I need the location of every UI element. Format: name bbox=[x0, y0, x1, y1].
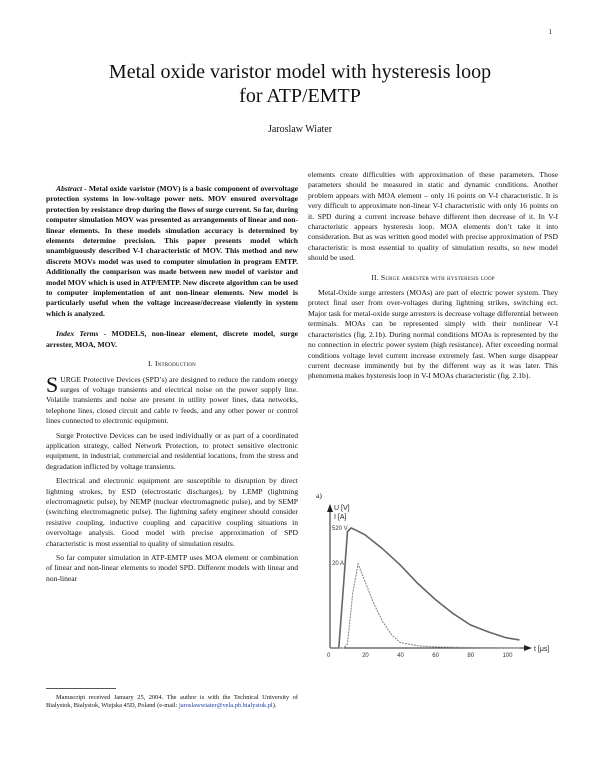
abstract-text: Metal oxide varistor (MOV) is a basic component of overvoltage protection systems in low-voltage power nets. MOV ensured overvoltage protection by resistance drop during the flows of surge current. So far, during computer simulation MOV was presented as arrangements of linear and non-linear elements. In these models simulation accuracy is determined by elements determine precision. This paper presents model which unambiguously described V-I characteristic of MOV. This method and new discrete MOVs model was used to computer simulation in program EMTP. Additionally the comparison was made between new model of varistor and model MOV which is used in ATP/EMTP. New discrete algorithm can be used to computer implementation of ant non-linear elements. New model is particularly useful when the voltage increase/decrease violently in system which is analyzed. bbox=[46, 184, 298, 318]
section-1-heading: I. Introduction bbox=[148, 359, 196, 369]
y-axis-label-voltage: U [V] bbox=[334, 505, 350, 512]
author-email-link[interactable]: jaroslawwiater@vela.pb.bialystok.pl bbox=[178, 702, 273, 710]
footnote: Manuscript received January 25, 2004. The author is with the Technical University of Bialystok, Bialystok, Wiejska 45D, Poland (e-mail: jaroslawwiater@vela.pb.bialystok.pl). bbox=[46, 694, 298, 710]
right-paragraph-2: Metal-Oxide surge arresters (MOAs) are part of electric power system. They protect final user from over-voltages during lightning strikes, switching ect. Major task for metal-oxide surge arresters is decrease voltage differential between terminals. MOAs can be represented simply with their nonlinear V-I characteristics (fig. 2.1b). During normal conditions MOAs is represented by the no connection in electric power system (high resistance). After exceeding normal conditions voltage level current increase extremely fast. When surge disappear current decrease imminently but by the different way as it was later. This phenomena makes hysteresis loop in V-I MOAs characteristic (fig. 2.1b). bbox=[308, 288, 558, 381]
index-terms-text: MODELS, non-linear element, discrete model, surge arrester, MOA, MOV. bbox=[46, 329, 298, 349]
page-number: 1 bbox=[548, 28, 552, 36]
left-column bbox=[46, 184, 298, 584]
intro-paragraph-2: Surge Protective Devices can be used individually or as part of a coordinated application strategy, called Network Protection, to protect sensitive electronic equipment, in industrial, commercial and residential locations, from the stress and degradation inflicted by voltage transients. bbox=[46, 430, 298, 471]
x-tick-label: 80 bbox=[467, 653, 475, 659]
intro-paragraph-3: Electrical and electronic equipment are susceptible to disruption by direct lightning strokes, by ESD (electrostatic discharges), by LEMP (lightning electromagnetic pulse), by NEMP (nuclear electromagnetic pulse), and by SEMP (switching electromagnetic pulse). The lightning safety engineer should consider resistive coupling, inductive coupling and capacitive coupling situations in overvoltage analysis. Good model with precise approximation of SPD characteristic is most essential to quality of simulation results. bbox=[46, 476, 298, 548]
x-tick-label: 20 bbox=[362, 653, 369, 659]
drop-cap: S bbox=[46, 371, 59, 397]
title-line-2: for ATP/EMTP bbox=[239, 85, 361, 107]
footnote-divider bbox=[46, 688, 116, 689]
y-tick-voltage: 520 V bbox=[332, 526, 348, 532]
section-2-heading: II. Surge arrester with hysteresis loop bbox=[371, 272, 495, 282]
abstract-label: Abstract - bbox=[56, 184, 87, 193]
y-axis-label-current: I [A] bbox=[334, 514, 347, 521]
abstract bbox=[46, 184, 298, 319]
intro-paragraph-1: SURGE Protective Devices (SPD’s) are designed to reduce the random energy surges of voltage transients and electrical noise on the power supply line. Volatile transients and noise are present in utility power lines, data networks, telephone lines, closed circuit and cable tv feeds, and any other power or control lines connected to electronic equipment. bbox=[46, 371, 298, 426]
x-tick-label: 60 bbox=[432, 653, 439, 659]
paper-title bbox=[0, 60, 600, 108]
y-tick-current: 20 A bbox=[332, 561, 345, 567]
surge-waveform-figure bbox=[318, 500, 562, 665]
index-terms bbox=[46, 329, 298, 350]
figure-panel-label: a) bbox=[316, 491, 322, 500]
author-name: Jaroslaw Wiater bbox=[267, 124, 333, 135]
intro-paragraph-4: So far computer simulation in ATP-EMTP uses MOA element or combination of linear and non-linear elements to model SPD. Different models with linear and non-linear bbox=[46, 553, 298, 583]
x-axis-label: t [μs] bbox=[534, 646, 550, 653]
x-tick-label: 0 bbox=[327, 653, 331, 659]
title-line-1: Metal oxide varistor model with hysteresis loop bbox=[108, 61, 492, 83]
right-paragraph-1: elements create difficulties with approximation of these parameters. Those parameters should be measured in static and dynamic conditions. Another problem appears with MOA element – only 16 points on V-I characteristic. It is very difficult to approximate non-linear V-I characteristic with only 16 points on it. SPD during a current increase behave different then decrease of it. In V-I characteristic appears hysteresis loop. MOA elements don’t take it into consideration. But as was written good model with precise approximation of PSD characteristic is most essential to quality of simulation results, so new model should be used. bbox=[308, 170, 558, 263]
x-tick-label: 40 bbox=[397, 653, 404, 659]
right-column bbox=[308, 170, 558, 382]
x-tick-label: 100 bbox=[502, 653, 513, 659]
index-terms-label: Index Terms - bbox=[56, 329, 107, 339]
